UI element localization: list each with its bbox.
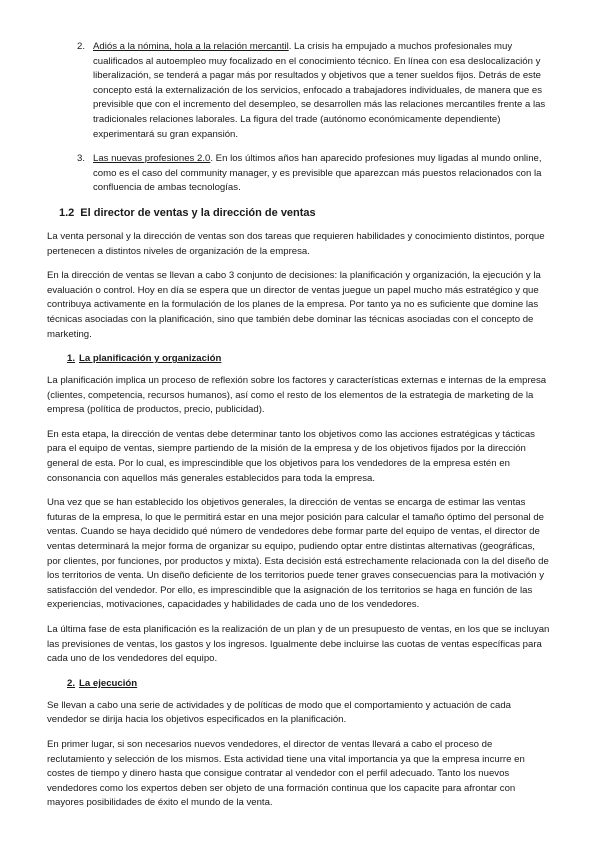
list-item (47, 40, 550, 142)
paragraph: Se llevan a cabo una serie de actividades y de políticas de modo que el comportamiento y actuación de cada vendedor se dirija hacia los objetivos especificados en la planificación. (47, 699, 511, 726)
list-number: 2. (77, 41, 86, 52)
paragraph: En la dirección de ventas se llevan a cabo 3 conjunto de decisiones: la planificación y organización, la ejecución y la evaluación o control. Hoy en día se espera que un director de ventas juegue un papel mucho más estratégico y que contribuya activamente en la formulación de los planes de la empresa. Por tanto ya no es suficiente que domine las técnicas asociadas con la planificación, sino que también debe dominar las técnicas asociadas con el concepto de marketing. (47, 270, 541, 340)
section-title: El director de ventas y la dirección de ventas (80, 206, 316, 219)
list-item (47, 152, 550, 196)
list-number: 3. (77, 153, 86, 165)
paragraph: En esta etapa, la dirección de ventas debe determinar tanto los objetivos como las acciones estratégicas y tácticas para el equipo de ventas, siempre partiendo de la misión de la empresa y de los objetivos fijados por la dirección general de esta. Por lo cual, es imprescindible que los objetivos para los vendedores de la empresa estén en consonancia con aquellos más generales establecidos para toda la empresa. (47, 428, 535, 484)
list-item-title: Las nuevas profesiones 2.0 (93, 153, 211, 165)
section-number: 1.2 (59, 206, 75, 219)
paragraph: Una vez que se han establecido los objetivos generales, la dirección de ventas se encarga de estimar las ventas futuras de la empresa, lo que le permitirá estar en una mejor posición para calcular el tamaño óptimo del personal de ventas. Cuando se haya decidido qué número de vendedores debe formar parte del equipo de ventas, el director de ventas determinará la mejor forma de organizar su equipo, pudiendo optar entre distintas alternativas (geográficas, por clientes, por funciones, por productos y mixta). Esta decisión está estrechamente relacionada con la del diseño de los territorios de venta. Un diseño deficiente de los territorios puede tener graves consecuencias para la motivación y satisfacción del vendedor. Por ello, es imprescindible que la asignación de los territorios se haga en función de las experiencias, motivaciones, capacidades y habilidades de cada uno de los vendedores. (47, 497, 549, 611)
numbered-list (47, 40, 550, 196)
paragraph: En primer lugar, si son necesarios nuevos vendedores, el director de ventas llevará a cabo el proceso de reclutamiento y selección de los mismos. Esta actividad tiene una vital importancia ya que la empresa incurre en costes de tiempo y dinero hasta que consigue contratar al vendedor con el perfil adecuado. Tanto los nuevos vendedores como los expertos deben ser objeto de una formación continua que los capacite para afrontar con mayores posibilidades de éxito el mundo de la venta. (47, 738, 525, 809)
paragraph: La última fase de esta planificación es la realización de un plan y de un presupuesto de ventas, en los que se incluyan las previsiones de ventas, los gastos y los ingresos. Igualmente debe incluirse las cuotas de ventas específicas para cada uno de los vendedores del equipo. (47, 624, 550, 665)
subsection-title: La planificación y organización (79, 353, 222, 365)
subsection-title: La ejecución (79, 677, 138, 689)
subsection-number: 1. (67, 353, 76, 365)
list-item-text: . La crisis ha empujado a muchos profesionales muy cualificados al autoempleo muy focalizado en el conocimiento técnico. En línea con esa deslocalización y liberalización, se tenderá a pagar más por resultados y objetivos que a tener sueldos fijos. Detrás de este concepto está la externalización de los servicios, enfocado a trabajadores individuales, de manera que es previsible que con el incremento del desempleo, se desarrollen más las relaciones mercantiles frente a las tradicionales relaciones laborales. La figura del trade (autónomo económicamente dependiente) experimentará su gran expansión. (93, 41, 546, 140)
subsection-heading (67, 352, 550, 366)
section-heading (59, 206, 550, 220)
paragraph: La planificación implica un proceso de reflexión sobre los factores y características externas e internas de la empresa (clientes, competencia, recursos humanos), así como el resto de los elementos de la estrategia de marketing de la empresa (política de productos, precio, publicidad). (47, 375, 547, 416)
subsection-number: 2. (67, 677, 76, 689)
list-item-text: . En los últimos años han aparecido profesiones muy ligadas al mundo online, como es el caso del community manager, y es previsible que aparezcan más puestos relacionados con la confluencia de ambas tecnologías. (93, 153, 542, 194)
subsection-heading (67, 677, 550, 691)
list-item-title: Adiós a la nómina, hola a la relación mercantil (93, 41, 289, 52)
paragraph: La venta personal y la dirección de ventas son dos tareas que requieren habilidades y conocimiento distintos, porque pertenecen a distintos niveles de organización de la empresa. (47, 230, 545, 257)
